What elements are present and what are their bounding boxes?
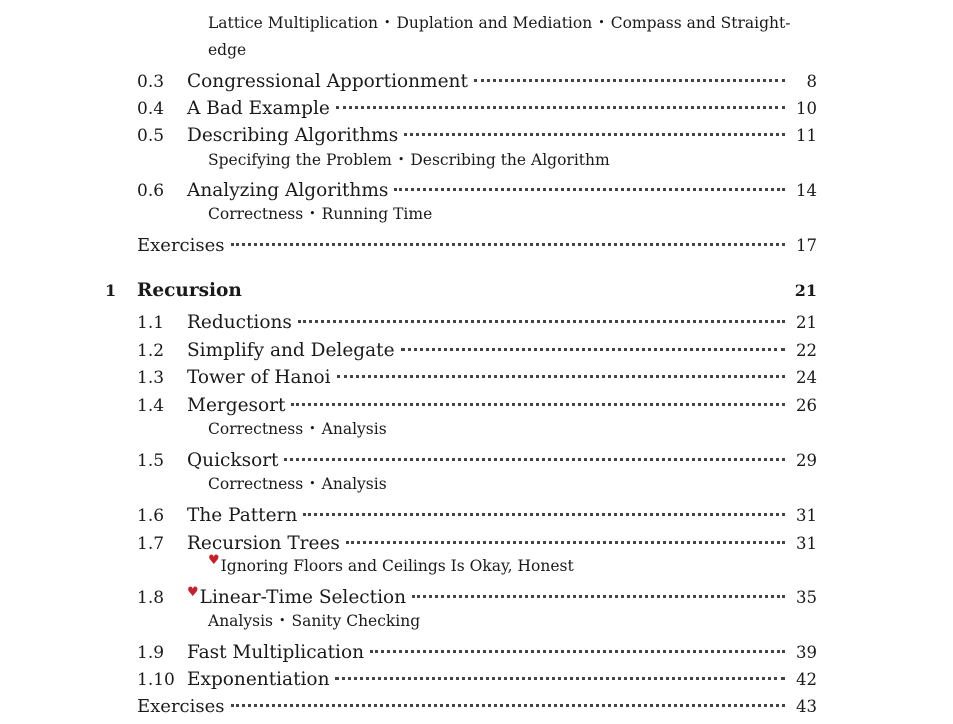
chapter-title: Recursion: [137, 280, 242, 301]
section-title: Congressional Apportionment: [187, 71, 468, 92]
dot-leader: [231, 686, 785, 707]
page-number: 21: [794, 281, 817, 300]
toc-subsections: [208, 612, 420, 630]
section-number: 1.8: [137, 588, 165, 608]
toc-sub-item: Analysis: [208, 612, 273, 630]
dot-leader: [335, 659, 785, 680]
page-number: 21: [796, 313, 817, 332]
section-title: Exponentiation: [187, 669, 330, 690]
dot-leader: [337, 357, 785, 378]
section-number: 0.3: [137, 72, 165, 92]
toc-sub-item: Analysis: [321, 475, 387, 493]
section-title: The Pattern: [187, 505, 298, 526]
section-number: 1.7: [137, 534, 165, 554]
dot-leader: [291, 385, 785, 406]
page-number: 10: [796, 99, 817, 118]
section-number: 1.4: [137, 396, 165, 416]
toc-sub-item: Correctness: [208, 205, 304, 223]
section-title: Simplify and Delegate: [187, 340, 395, 361]
dot-leader: [336, 88, 785, 109]
section-title: Exercises: [137, 696, 225, 717]
section-number: 1.5: [137, 451, 165, 471]
toc-sub-item: Lattice Multiplication: [208, 14, 378, 32]
dot-leader: [401, 330, 785, 351]
page-number: 31: [796, 506, 817, 525]
heart-icon: ♥: [187, 585, 199, 600]
section-title: A Bad Example: [187, 98, 330, 119]
toc-entry-exercises[interactable]: [137, 691, 817, 717]
page-number: 26: [796, 396, 817, 415]
section-title-wrap: [187, 587, 406, 608]
toc-sub-item: Specifying the Problem: [208, 151, 392, 169]
section-title: Linear-Time Selection: [199, 587, 407, 608]
section-number: 1.1: [137, 313, 165, 333]
dot-leader: [284, 440, 785, 461]
bullet-icon: •: [309, 477, 316, 490]
page-number: 35: [796, 588, 817, 607]
toc-sub-item: Ignoring Floors and Ceilings Is Okay, Honest: [220, 557, 574, 575]
toc-sub-item: Running Time: [321, 205, 433, 223]
bullet-icon: •: [384, 16, 391, 29]
section-title: Exercises: [137, 235, 225, 256]
toc-sub-item: Duplation and Mediation: [396, 14, 593, 32]
toc-subsections: [208, 553, 574, 575]
section-number: 0.4: [137, 99, 165, 119]
page-number: 39: [796, 643, 817, 662]
section-title: Fast Multiplication: [187, 642, 365, 663]
dot-leader: [231, 225, 785, 246]
toc-subsections: [208, 151, 610, 169]
toc-sub-item: Correctness: [208, 420, 304, 438]
page-number: 22: [796, 341, 817, 360]
toc-sub-item: edge: [208, 41, 247, 59]
section-number: 1.6: [137, 506, 165, 526]
toc-sub-item: Analysis: [321, 420, 387, 438]
page-number: 11: [796, 126, 817, 145]
bullet-icon: •: [279, 614, 286, 627]
toc-subsections: [208, 475, 387, 493]
toc-entry-1-5[interactable]: [137, 445, 817, 471]
bullet-icon: •: [309, 422, 316, 435]
section-title: Reductions: [187, 312, 292, 333]
page-number: 43: [796, 697, 817, 716]
bullet-icon: •: [309, 207, 316, 220]
section-number: 1.2: [137, 341, 165, 361]
section-title: Tower of Hanoi: [187, 367, 331, 388]
toc-entry-1-7[interactable]: [137, 528, 817, 554]
heart-icon: ♥: [208, 553, 220, 568]
dot-leader: [474, 61, 785, 82]
toc-entry-0-6[interactable]: [137, 175, 817, 201]
section-number: 1.10: [137, 670, 175, 690]
toc-sub-item: Sanity Checking: [291, 612, 421, 630]
section-title: Analyzing Algorithms: [187, 180, 389, 201]
section-title: Mergesort: [187, 395, 286, 416]
page-number: 17: [796, 236, 817, 255]
section-title: Recursion Trees: [187, 533, 340, 554]
toc-sub-item: Describing the Algorithm: [410, 151, 610, 169]
section-number: 1.3: [137, 368, 165, 388]
section-title: Describing Algorithms: [187, 125, 399, 146]
bullet-icon: •: [397, 153, 405, 166]
toc-subsections: [208, 420, 387, 438]
toc-sub-item: Compass and Straight-: [610, 14, 791, 32]
page-number: 8: [806, 72, 817, 91]
dot-leader: [412, 577, 785, 598]
section-number: 0.5: [137, 126, 165, 146]
toc-entry-1-4[interactable]: [137, 390, 817, 416]
toc-sub-item: Correctness: [208, 475, 304, 493]
dot-leader: [404, 115, 785, 136]
dot-leader: [303, 495, 785, 516]
dot-leader: [346, 523, 785, 544]
dot-leader: [394, 170, 785, 191]
page-number: 14: [796, 181, 817, 200]
toc-subsections: [208, 205, 432, 223]
page-number: 42: [796, 670, 817, 689]
toc-entry-1-8[interactable]: [137, 582, 817, 608]
page-number: 24: [796, 368, 817, 387]
toc-entry-0-5[interactable]: [137, 120, 817, 146]
page-number: 29: [796, 451, 817, 470]
bullet-icon: •: [598, 16, 605, 29]
section-number: 1.9: [137, 643, 165, 663]
dot-leader: [370, 632, 785, 653]
toc-entry-exercises[interactable]: [137, 230, 817, 256]
toc-subsections-cont: [208, 41, 246, 59]
section-number: 0.6: [137, 181, 165, 201]
dot-leader: [298, 302, 785, 323]
section-title: Quicksort: [187, 450, 279, 471]
chapter-number: 1: [105, 281, 117, 300]
toc-subsections: [208, 14, 791, 32]
page-number: 31: [796, 534, 817, 553]
